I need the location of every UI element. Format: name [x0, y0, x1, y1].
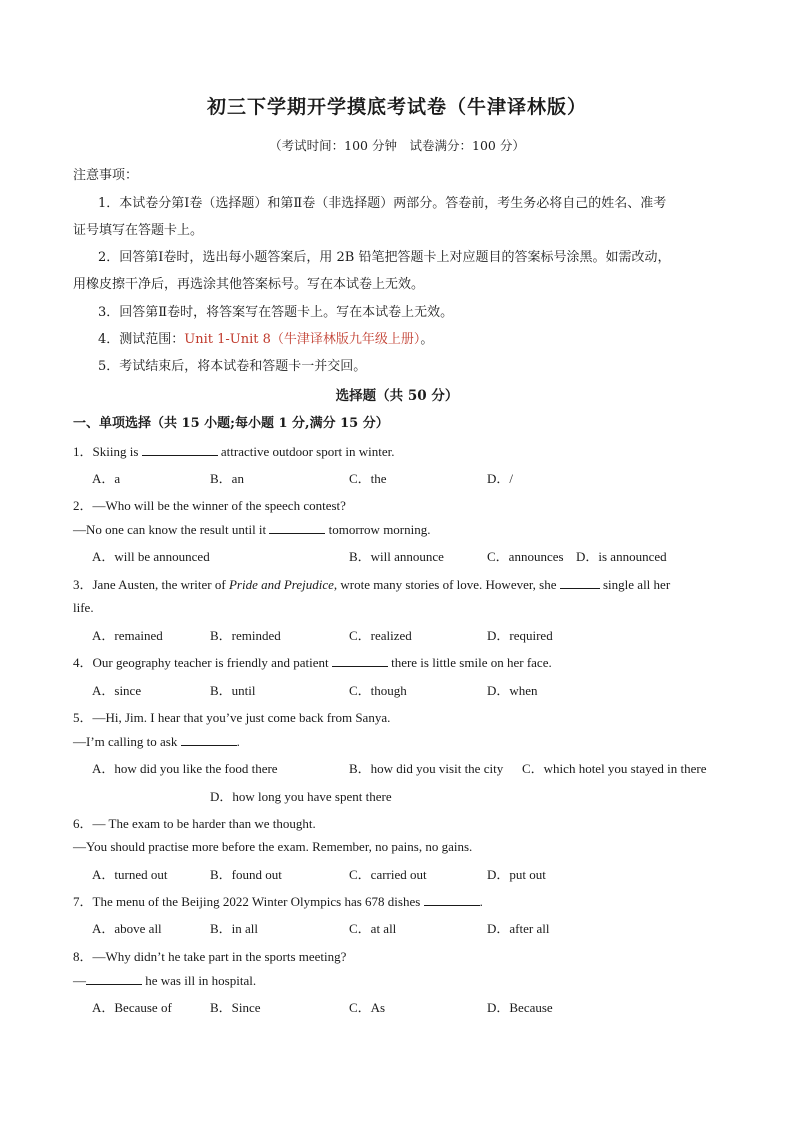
question-1: [73, 441, 395, 460]
q7-option-d[interactable]: D．after all: [487, 921, 550, 936]
question-5-line-1: 5．—Hi, Jim. I hear that you’ve just come back from Sanya.: [73, 710, 391, 725]
q4-option-c[interactable]: C．though: [349, 683, 407, 698]
answer-blank: [181, 733, 237, 746]
q4-option-b[interactable]: B．until: [210, 683, 256, 698]
section-title: 选择题（共 50 分）: [335, 388, 459, 404]
q5-text-after: .: [236, 734, 240, 749]
note-3: 3．回答第Ⅱ卷时，将答案写在答题卡上。写在本试卷上无效。: [98, 305, 454, 320]
q1-text-before: 1．Skiing is: [73, 444, 142, 459]
note-2-line-1: 2．回答第Ⅰ卷时，选出每小题答案后，用 2B 铅笔把答题卡上对应题目的答案标号涂黑。如需改动，: [98, 250, 671, 265]
question-6-line-2: —You should practise more before the exam. Remember, no pains, no gains.: [73, 839, 473, 854]
q4-option-d[interactable]: D．when: [487, 683, 538, 698]
question-7: [73, 891, 483, 910]
q6-option-c[interactable]: C．carried out: [349, 867, 427, 882]
q3-book-title: Pride and Prejudice: [228, 577, 334, 592]
exam-info: （考试时间：100 分钟 试卷满分：100 分）: [269, 138, 525, 153]
q2-text-before: —No one can know the result until it: [73, 522, 270, 537]
q1-option-c[interactable]: C．the: [349, 471, 387, 486]
q2-option-d[interactable]: D．is announced: [576, 549, 667, 564]
question-5-line-2: [73, 733, 240, 750]
answer-blank: [424, 893, 480, 906]
q8-text-after: he was ill in hospital.: [142, 973, 257, 988]
answer-blank: [269, 521, 325, 534]
answer-blank: [560, 576, 600, 589]
note-5: 5．考试结束后，将本试卷和答题卡一并交回。: [98, 359, 367, 374]
q7-option-c[interactable]: C．at all: [349, 921, 397, 936]
question-3-line-1: [73, 574, 670, 593]
q2-option-b[interactable]: B．will announce: [349, 549, 444, 564]
question-6-line-1: 6．— The exam to be harder than we thought.: [73, 816, 316, 831]
q2-text-after: tomorrow morning.: [325, 522, 431, 537]
answer-blank: [86, 972, 142, 985]
q5-option-b[interactable]: B．how did you visit the city: [349, 761, 504, 776]
q1-text-after: attractive outdoor sport in winter.: [217, 444, 395, 459]
q2-option-c[interactable]: C．announces: [487, 549, 564, 564]
q3-option-b[interactable]: B．reminded: [210, 628, 281, 643]
question-2-line-2: [73, 521, 431, 538]
q4-option-a[interactable]: A．since: [92, 683, 142, 698]
q2-option-a[interactable]: A．will be announced: [92, 549, 210, 564]
q8-text-before: —: [73, 973, 86, 988]
q5-option-d[interactable]: D．how long you have spent there: [210, 789, 392, 804]
answer-blank: [142, 443, 218, 456]
note-1-line-1: 1．本试卷分第Ⅰ卷（选择题）和第Ⅱ卷（非选择题）两部分。答卷前，考生务必将自己的姓名、准考: [98, 196, 667, 211]
q7-text-after: .: [479, 894, 483, 909]
q7-option-a[interactable]: A．above all: [92, 921, 162, 936]
q3-text-before: 3．Jane Austen, the writer of: [73, 577, 229, 592]
q5-text-before: —I’m calling to ask: [73, 734, 181, 749]
q3-text-after: single all her: [599, 577, 671, 592]
q4-text-after: there is little smile on her face.: [387, 655, 552, 670]
notes-heading: 注意事项：: [73, 168, 139, 183]
q1-option-a[interactable]: A．a: [92, 471, 121, 486]
question-8-line-1: 8．—Why didn’t he take part in the sports meeting?: [73, 949, 347, 964]
q3-option-a[interactable]: A．remained: [92, 628, 163, 643]
note-4: [98, 328, 433, 347]
q6-option-b[interactable]: B．found out: [210, 867, 282, 882]
q6-option-a[interactable]: A．turned out: [92, 867, 168, 882]
q3-text-middle: , wrote many stories of love. However, she: [333, 577, 560, 592]
q3-option-d[interactable]: D．required: [487, 628, 553, 643]
q3-option-c[interactable]: C．realized: [349, 628, 412, 643]
q1-option-b[interactable]: B．an: [210, 471, 244, 486]
q8-option-d[interactable]: D．Because: [487, 1000, 553, 1015]
q7-text-before: 7．The menu of the Beijing 2022 Winter Olympics has 678 dishes: [73, 894, 424, 909]
note-4-scope: Unit 1-Unit 8（牛津译林版九年级上册）: [184, 332, 421, 347]
q8-option-c[interactable]: C．As: [349, 1000, 386, 1015]
question-2-line-1: 2．—Who will be the winner of the speech contest?: [73, 498, 346, 513]
q6-option-d[interactable]: D．put out: [487, 867, 546, 882]
answer-blank: [332, 654, 388, 667]
note-4-prefix: 4．测试范围：: [98, 332, 185, 347]
q4-text-before: 4．Our geography teacher is friendly and patient: [73, 655, 332, 670]
page-title: 初三下学期开学摸底考试卷（牛津译林版）: [206, 96, 587, 118]
part-title: 一、单项选择（共 15 小题;每小题 1 分,满分 15 分）: [73, 416, 389, 431]
note-4-suffix: 。: [420, 332, 434, 347]
note-1-line-2: 证号填写在答题卡上。: [73, 223, 204, 238]
q5-option-a[interactable]: A．how did you like the food there: [92, 761, 278, 776]
q8-option-a[interactable]: A．Because of: [92, 1000, 172, 1015]
question-3-line-2: life.: [73, 600, 94, 615]
q5-option-c[interactable]: C．which hotel you stayed in there: [522, 761, 707, 776]
note-2-line-2: 用橡皮擦干净后，再选涂其他答案标号。写在本试卷上无效。: [73, 277, 425, 292]
q7-option-b[interactable]: B．in all: [210, 921, 259, 936]
q1-option-d[interactable]: D．/: [487, 471, 514, 486]
q8-option-b[interactable]: B．Since: [210, 1000, 261, 1015]
question-8-line-2: [73, 972, 256, 989]
question-4: [73, 652, 552, 671]
